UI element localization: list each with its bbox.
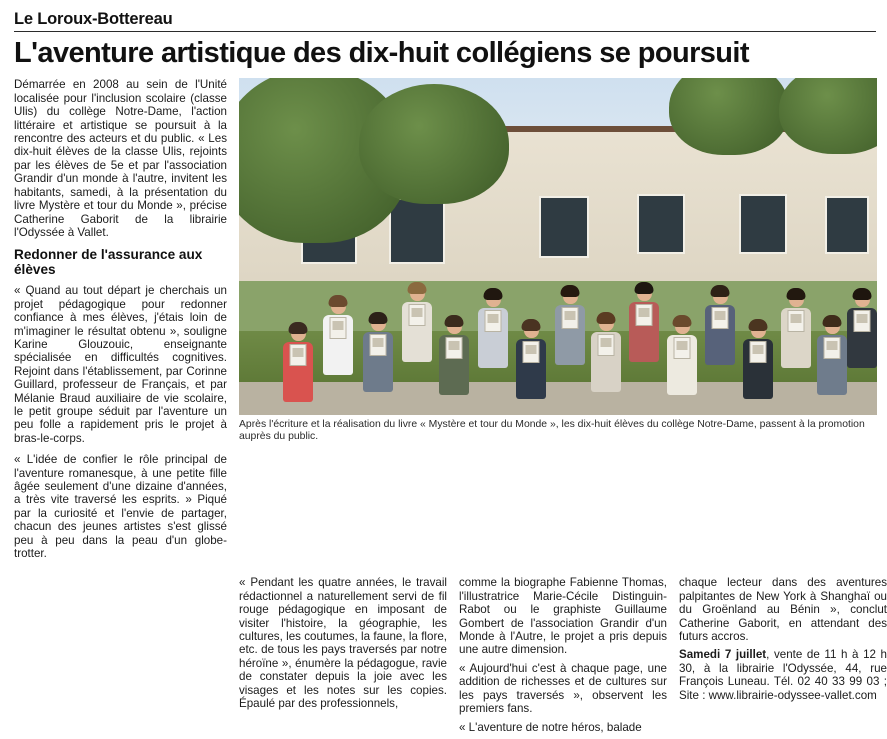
photo-column bbox=[239, 78, 877, 442]
photo-window bbox=[389, 198, 445, 264]
photo-person bbox=[667, 317, 697, 395]
section-kicker: Le Loroux-Bottereau bbox=[14, 10, 173, 28]
photo-person bbox=[363, 314, 393, 392]
photo-tree bbox=[669, 78, 789, 155]
photo-person bbox=[629, 284, 659, 362]
photo-window bbox=[739, 194, 787, 254]
photo-path bbox=[239, 382, 877, 416]
photo-tree bbox=[359, 84, 509, 204]
lower-paragraph: « Aujourd'hui c'est à chaque page, une addition de richesses et de cultures sur les pays traversés », observent les premiers fans. bbox=[459, 661, 667, 716]
page-title: L'aventure artistique des dix-huit collégiens se poursuit bbox=[14, 37, 749, 69]
left-text-column bbox=[14, 78, 227, 568]
article-top-section bbox=[14, 78, 877, 568]
intro-paragraph: Démarrée en 2008 au sein de l'Unité localisée pour l'inclusion scolaire (classe Ulis) du collège Notre-Dame, l'action littéraire et artistique se poursuit à la rencontre des acteurs et du public. « Les dix-huit élèves de la classe Ulis, rejoints par les élèves de 5e et par l'association Grandir d'un monde à l'autre, invitent les habitants, samedi, à la présentation du livre Mystère et tour du Monde », précise Catherine Gaborit de la librairie l'Odyssée à Vallet. bbox=[14, 78, 227, 239]
subheading: Redonner de l'assurance aux élèves bbox=[14, 247, 203, 278]
lower-paragraph: « Pendant les quatre années, le travail rédactionnel a naturellement servi de fil rouge pédagogique en imposant de visiter l'histoire, la géographie, les cultures, les coutumes, la faune, la flore, etc. de tous les pays traversés par notre héroïne », énumère la pédagogue, ravie de constater depuis la joie avec les visages et les notes sur les copies. Épaulé par des professionnels, bbox=[239, 576, 447, 711]
photo-window bbox=[825, 196, 869, 254]
article-lower-columns bbox=[239, 576, 887, 738]
photo-caption: Après l'écriture et la réalisation du livre « Mystère et tour du Monde », les dix-huit élèves du collège Notre-Dame, passent à la promotion auprès du public. bbox=[239, 419, 865, 443]
lower-column-2 bbox=[459, 576, 667, 738]
photo-person bbox=[743, 321, 773, 399]
event-date: Samedi 7 juillet bbox=[679, 648, 767, 662]
lower-paragraph: comme la biographe Fabienne Thomas, l'illustratrice Marie-Cécile Distinguin-Rabot ou le graphiste Guillaume Gombert de l'association Grandir d'un Monde à l'Autre, le projet a pris depuis une autre dimension. bbox=[459, 576, 667, 657]
left-paragraph-1: « Quand au tout départ je cherchais un projet pédagogique pour redonner confiance à mes élèves, j'étais loin de m'imaginer le résultat obtenu », souligne Karine Glouzouic, enseignante spécialisée en difficultés cognitives. Rejoint dans l'établissement, par Corinne Guillard, professeur de Français, et par Mélanie Braud auxiliaire de vie scolaire, le petit groupe séduit par l'aventure un peu folle a rapidement pris le projet à bras-le-corps. bbox=[14, 284, 227, 445]
photo-window bbox=[637, 194, 685, 254]
lower-column-3 bbox=[679, 576, 887, 738]
photo-person bbox=[817, 317, 847, 395]
photo-person bbox=[591, 314, 621, 392]
photo-window bbox=[539, 196, 589, 258]
photo-person bbox=[847, 290, 877, 368]
photo-person bbox=[439, 317, 469, 395]
header-divider bbox=[14, 31, 876, 32]
photo-person bbox=[402, 284, 432, 362]
photo-person bbox=[555, 287, 585, 365]
event-info bbox=[679, 648, 887, 702]
photo-person bbox=[323, 297, 353, 375]
event-details: , vente de 11 h à 12 h 30, à la librairie l'Odyssée, 44, rue François Luneau. Tél. 02 40 33 99 03 ; Site : www.librairie-odyssee-vallet.com bbox=[679, 648, 887, 702]
left-paragraph-2: « L'idée de confier le rôle principal de l'aventure romanesque, à une petite fille âgée seulement d'une dizaine d'années, a très vite traversé les esprits. » Piqué par la curiosité et l'envie de partager, chacun des jeunes artistes s'est glissé peu à peu dans la peau d'un globe-trotter. bbox=[14, 453, 227, 561]
lower-column-1 bbox=[239, 576, 447, 738]
lower-paragraph: « L'aventure de notre héros, balade bbox=[459, 720, 642, 734]
photo-person bbox=[705, 287, 735, 365]
photo-person bbox=[516, 321, 546, 399]
photo-person bbox=[283, 324, 313, 402]
photo-person bbox=[781, 290, 811, 368]
article-photo bbox=[239, 78, 877, 415]
photo-person bbox=[478, 290, 508, 368]
lower-paragraph: chaque lecteur dans des aventures palpitantes de New York à Shanghaï ou du Groënland au Bénin », conclut Catherine Gaborit, en attendant des futurs accros. bbox=[679, 576, 887, 644]
